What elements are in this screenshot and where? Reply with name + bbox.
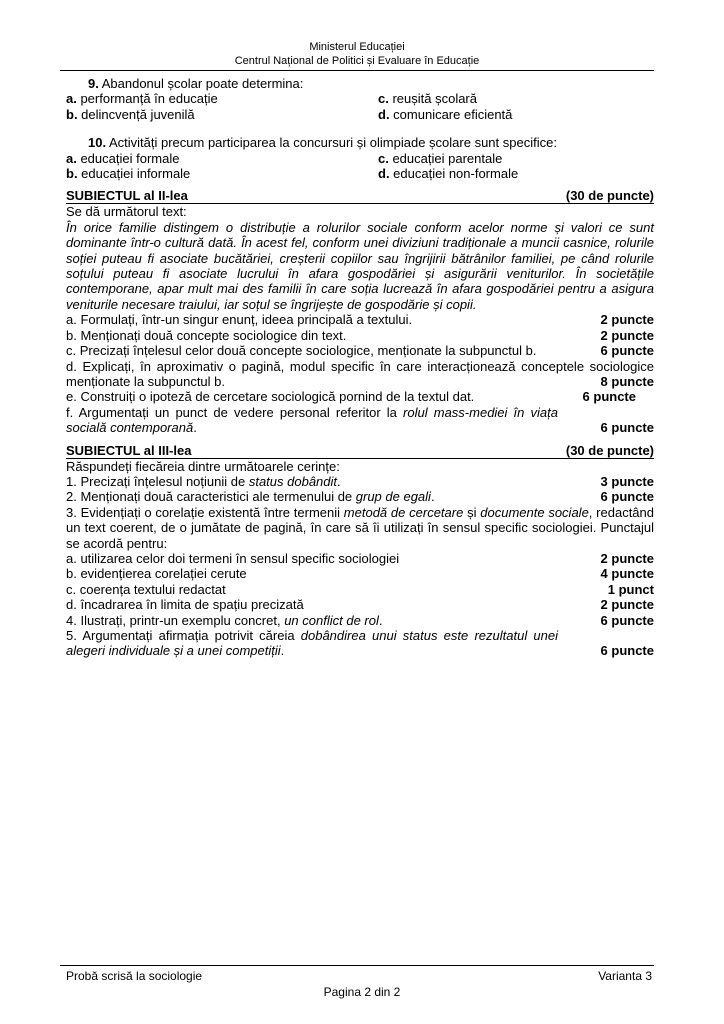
section-2-heading [66,188,654,204]
question-text: Abandonul școlar poate determina: [98,76,304,91]
option-a: a. educației formale [66,150,180,166]
task-2f: f. Argumentați un punct de vedere personal referitor la rolul mass-mediei în viața socială contemporană. 6 puncte [66,404,654,436]
task-2a: a. Formulați, într-un singur enunț, ideea principală a textului. 2 puncte [66,312,654,328]
page-number: Pagina 2 din 2 [323,985,401,999]
option-d: d. educației non-formale [378,166,519,182]
option-a: a. performanță în educație [66,91,218,107]
criterion-a: a. utilizarea celor doi termeni în sensul specific sociologiei 2 puncte [66,550,654,566]
section-2-intro: Se dă următorul text: [66,204,187,220]
task-3-1: 1. Precizați înțelesul noțiunii de status dobândit. 3 puncte [66,473,654,489]
section-3-heading [66,443,654,459]
page-header [60,40,654,68]
task-3-4: 4. Ilustrați, printr-un exemplu concret, un conflict de rol. 6 puncte [66,612,654,628]
task-3-3: 3. Evidențiați o corelație existentă între termenii metodă de cercetare și documente sociale, redactând un text coerent, de o jumătate de pagină, în care să îi utilizați în sensul specific sociologiei. Punctajul se acordă pentru: [66,504,654,551]
option-b: b. educației informale [66,166,191,182]
task-2e: e. Construiți o ipoteză de cercetare sociologică pornind de la textul dat. 6 puncte [66,389,636,405]
question-text: Activități precum participarea la concursuri și olimpiade școlare sunt specifice: [106,135,557,151]
task-3-2: 2. Menționați două caracteristici ale termenului de grup de egali. 6 puncte [66,489,654,505]
task-2c: c. Precizați înțelesul celor două concepte sociologice, menționate la subpunctul b. 6 puncte [66,343,654,359]
ministry-name: Ministerul Educației [309,41,405,53]
footer-variant: Varianta 3 [598,969,652,983]
section-title: SUBIECTUL al II-lea [66,188,188,204]
section-points: (30 de puncte) [565,188,654,204]
criterion-b: b. evidențierea corelației cerute 4 puncte [66,566,654,582]
exam-content [66,76,654,659]
header-divider [60,70,654,71]
question-10-options [66,151,654,182]
criterion-c: c. coerența textului redactat 1 punct [66,581,654,597]
footer-exam-name: Probă scrisă la sociologie [66,969,203,983]
option-c: c. reușită școlară [378,91,477,107]
section-points: (30 de puncte) [565,442,654,458]
question-number: 9. [88,76,99,91]
question-9-options [66,91,654,122]
criterion-d: d. încadrarea în limita de spațiu precizată 2 puncte [66,597,654,613]
question-number: 10. [88,135,107,151]
option-d: d. comunicare eficientă [378,106,513,122]
section-2-quote: În orice familie distingem o distribuție a rolurilor sociale conform acelor norme și valori ce sunt dominante într-o cultură dată. În acest fel, conform unei diviziuni tradiționale a muncii casnice, rolurile soției puteau fi asociate bucătăriei, creșterii copiilor sau îngrijirii bătrânilor familiei, pe când rolurile soțului puteau fi asociate lucrului în afara gospodăriei și asigurării veniturilor. În societățile contemporane, apar mult mai des familii în care soția lucrează în afara gospodăriei pentru a asigura veniturile necesare traiului, iar soțul se îngrijește de gospodărie și copii. [66,219,654,312]
section-title: SUBIECTUL al III-lea [66,442,192,458]
center-name: Centrul Național de Politici și Evaluare în Educație [234,55,480,67]
task-2d: d. Explicați, în aproximativ o pagină, modul specific în care interacționează conceptele sociologice menționate la subpunctul b. 8 puncte [66,358,654,389]
section-3-intro: Răspundeți fiecăreia dintre următoarele cerințe: [66,458,340,474]
question-10 [66,135,654,150]
task-3-5: 5. Argumentați afirmația potrivit căreia dobândirea unui status este rezultatul unei alegeri individuale și a unei competiții. 6 puncte [66,628,654,659]
option-b: b. delincvență juvenilă [66,106,195,122]
option-c: c. educației parentale [378,150,503,166]
task-2b: b. Menționați două concepte sociologice din text. 2 puncte [66,327,654,343]
footer-divider [60,965,654,966]
question-9 [66,76,654,91]
